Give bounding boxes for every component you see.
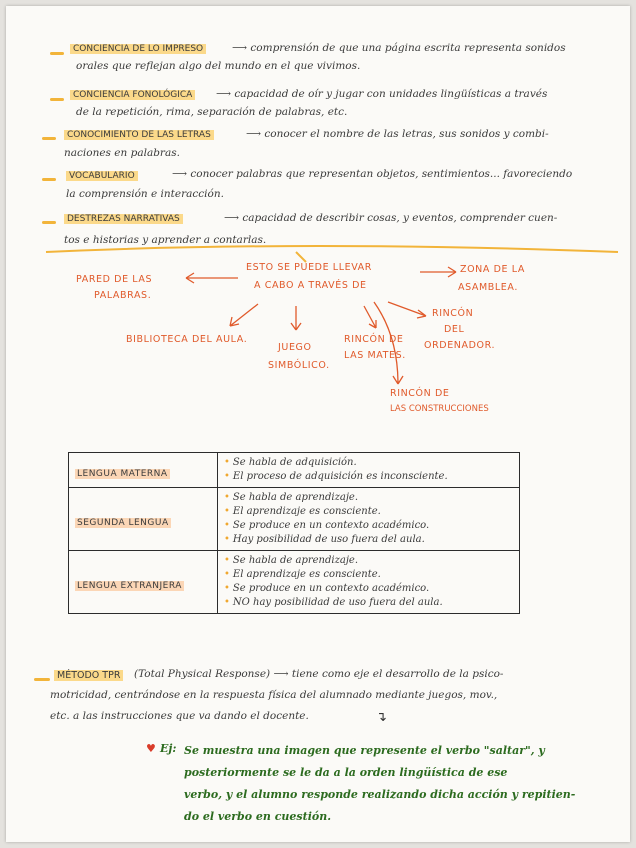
list-item: • Se habla de adquisición.	[224, 457, 357, 468]
list-item: • NO hay posibilidad de uso fuera del aula.	[224, 597, 443, 608]
list-item: • Se produce en un contexto académico.	[224, 520, 430, 531]
row-label: LENGUA MATERNA	[77, 468, 168, 479]
arrow-icon: ⟶ capacidad de oír y jugar con unidades lingüísticas a través	[216, 88, 548, 100]
definition-text: de la repetición, rima, separación de palabras, etc.	[76, 106, 348, 118]
arrow-icon	[420, 267, 456, 277]
arrow-icon: ⟶ conocer el nombre de las letras, sus sonidos y combi-	[246, 128, 549, 140]
node-rincon-mates: LAS MATES.	[344, 350, 406, 361]
definition-text: naciones en palabras.	[64, 147, 180, 159]
example-label: Ej:	[160, 742, 177, 755]
term-label: CONCIENCIA DE LO IMPRESO	[70, 44, 206, 54]
table-cell-label	[69, 453, 218, 488]
diagram-center-line2: A CABO A TRAVÉS DE	[254, 280, 367, 291]
node-juego-simbolico: JUEGO	[278, 342, 312, 353]
list-item: • Se habla de aprendizaje.	[224, 555, 359, 566]
arrow-icon	[230, 304, 258, 326]
table-row	[69, 453, 520, 488]
node-zona-asamblea: ASAMBLEA.	[458, 282, 518, 293]
notebook-page	[6, 6, 630, 842]
list-item: • El aprendizaje es consciente.	[224, 569, 381, 580]
table-row	[69, 551, 520, 614]
list-item: • El aprendizaje es consciente.	[224, 506, 381, 517]
arrow-icon	[291, 306, 301, 330]
term-label: DESTREZAS NARRATIVAS	[64, 214, 183, 224]
arrow-icon	[388, 302, 426, 318]
table-cell-items	[218, 488, 520, 551]
brace-line	[46, 246, 618, 252]
table-row	[69, 488, 520, 551]
definition-text: orales que reflejan algo del mundo en el que vivimos.	[76, 60, 361, 72]
heart-icon: ♥	[146, 742, 156, 755]
tpr-text-line3: etc. a las instrucciones que va dando el docente.	[50, 710, 309, 722]
list-item: • Se produce en un contexto académico.	[224, 583, 430, 594]
example-line: do el verbo en cuestión.	[184, 810, 332, 823]
example-line: Se muestra una imagen que represente el verbo "saltar", y	[184, 744, 545, 757]
node-juego-simbolico: SIMBÓLICO.	[268, 360, 330, 371]
node-biblioteca: BIBLIOTECA DEL AULA.	[126, 334, 248, 345]
term-label: MÉTODO TPR	[54, 670, 123, 681]
definition-text: la comprensión e interacción.	[66, 188, 224, 200]
arrow-icon: ⟶ comprensión de que una página escrita representa sonidos	[232, 42, 566, 54]
node-pared: PARED DE LAS	[76, 274, 153, 285]
node-rincon-construcciones: LAS CONSTRUCCIONES	[390, 404, 489, 414]
example-line: posteriormente se le da a la orden lingüística de ese	[184, 766, 508, 779]
term-label: CONCIENCIA FONOLÓGICA	[70, 90, 195, 100]
tpr-text-line1: (Total Physical Response) ⟶ tiene como eje el desarrollo de la psico-	[134, 668, 504, 680]
term-label: VOCABULARIO	[66, 171, 138, 181]
arrow-icon: ↴	[376, 710, 387, 725]
arrow-icon: ⟶ conocer palabras que representan objetos, sentimientos... favoreciendo	[172, 168, 573, 180]
tpr-text-line2: motricidad, centrándose en la respuesta física del alumnado mediante juegos, mov.,	[50, 689, 498, 701]
brace-tip	[296, 252, 306, 262]
list-item: • Hay posibilidad de uso fuera del aula.	[224, 534, 425, 545]
table-cell-items	[218, 551, 520, 614]
node-rincon-mates: RINCÓN DE	[344, 334, 404, 345]
table-cell-label	[69, 551, 218, 614]
diagram-center-line1: ESTO SE PUEDE LLEVAR	[246, 262, 372, 273]
node-rincon-ordenador: DEL	[444, 324, 465, 335]
list-item: • El proceso de adquisición es inconsciente.	[224, 471, 448, 482]
arrow-icon	[186, 273, 238, 283]
definition-text: tos e historias y aprender a contarlas.	[64, 234, 267, 246]
example-line: verbo, y el alumno responde realizando dicha acción y repitien-	[184, 788, 576, 801]
node-rincon-construcciones: RINCÓN DE	[390, 388, 450, 399]
arrow-icon	[364, 306, 376, 328]
node-pared: PALABRAS.	[94, 290, 152, 301]
arrow-icon: ⟶ capacidad de describir cosas, y eventos, comprender cuen-	[224, 212, 558, 224]
row-label: LENGUA EXTRANJERA	[77, 580, 182, 591]
table-cell-items	[218, 453, 520, 488]
table-cell-label	[69, 488, 218, 551]
language-comparison-table	[68, 452, 520, 614]
list-item: • Se habla de aprendizaje.	[224, 492, 359, 503]
term-label: CONOCIMIENTO DE LAS LETRAS	[64, 130, 214, 140]
node-rincon-ordenador: RINCÓN	[432, 308, 474, 319]
bullet-dash	[34, 678, 50, 681]
node-rincon-ordenador: ORDENADOR.	[424, 340, 496, 351]
row-label: SEGUNDA LENGUA	[77, 517, 169, 528]
node-zona-asamblea: ZONA DE LA	[460, 264, 525, 275]
